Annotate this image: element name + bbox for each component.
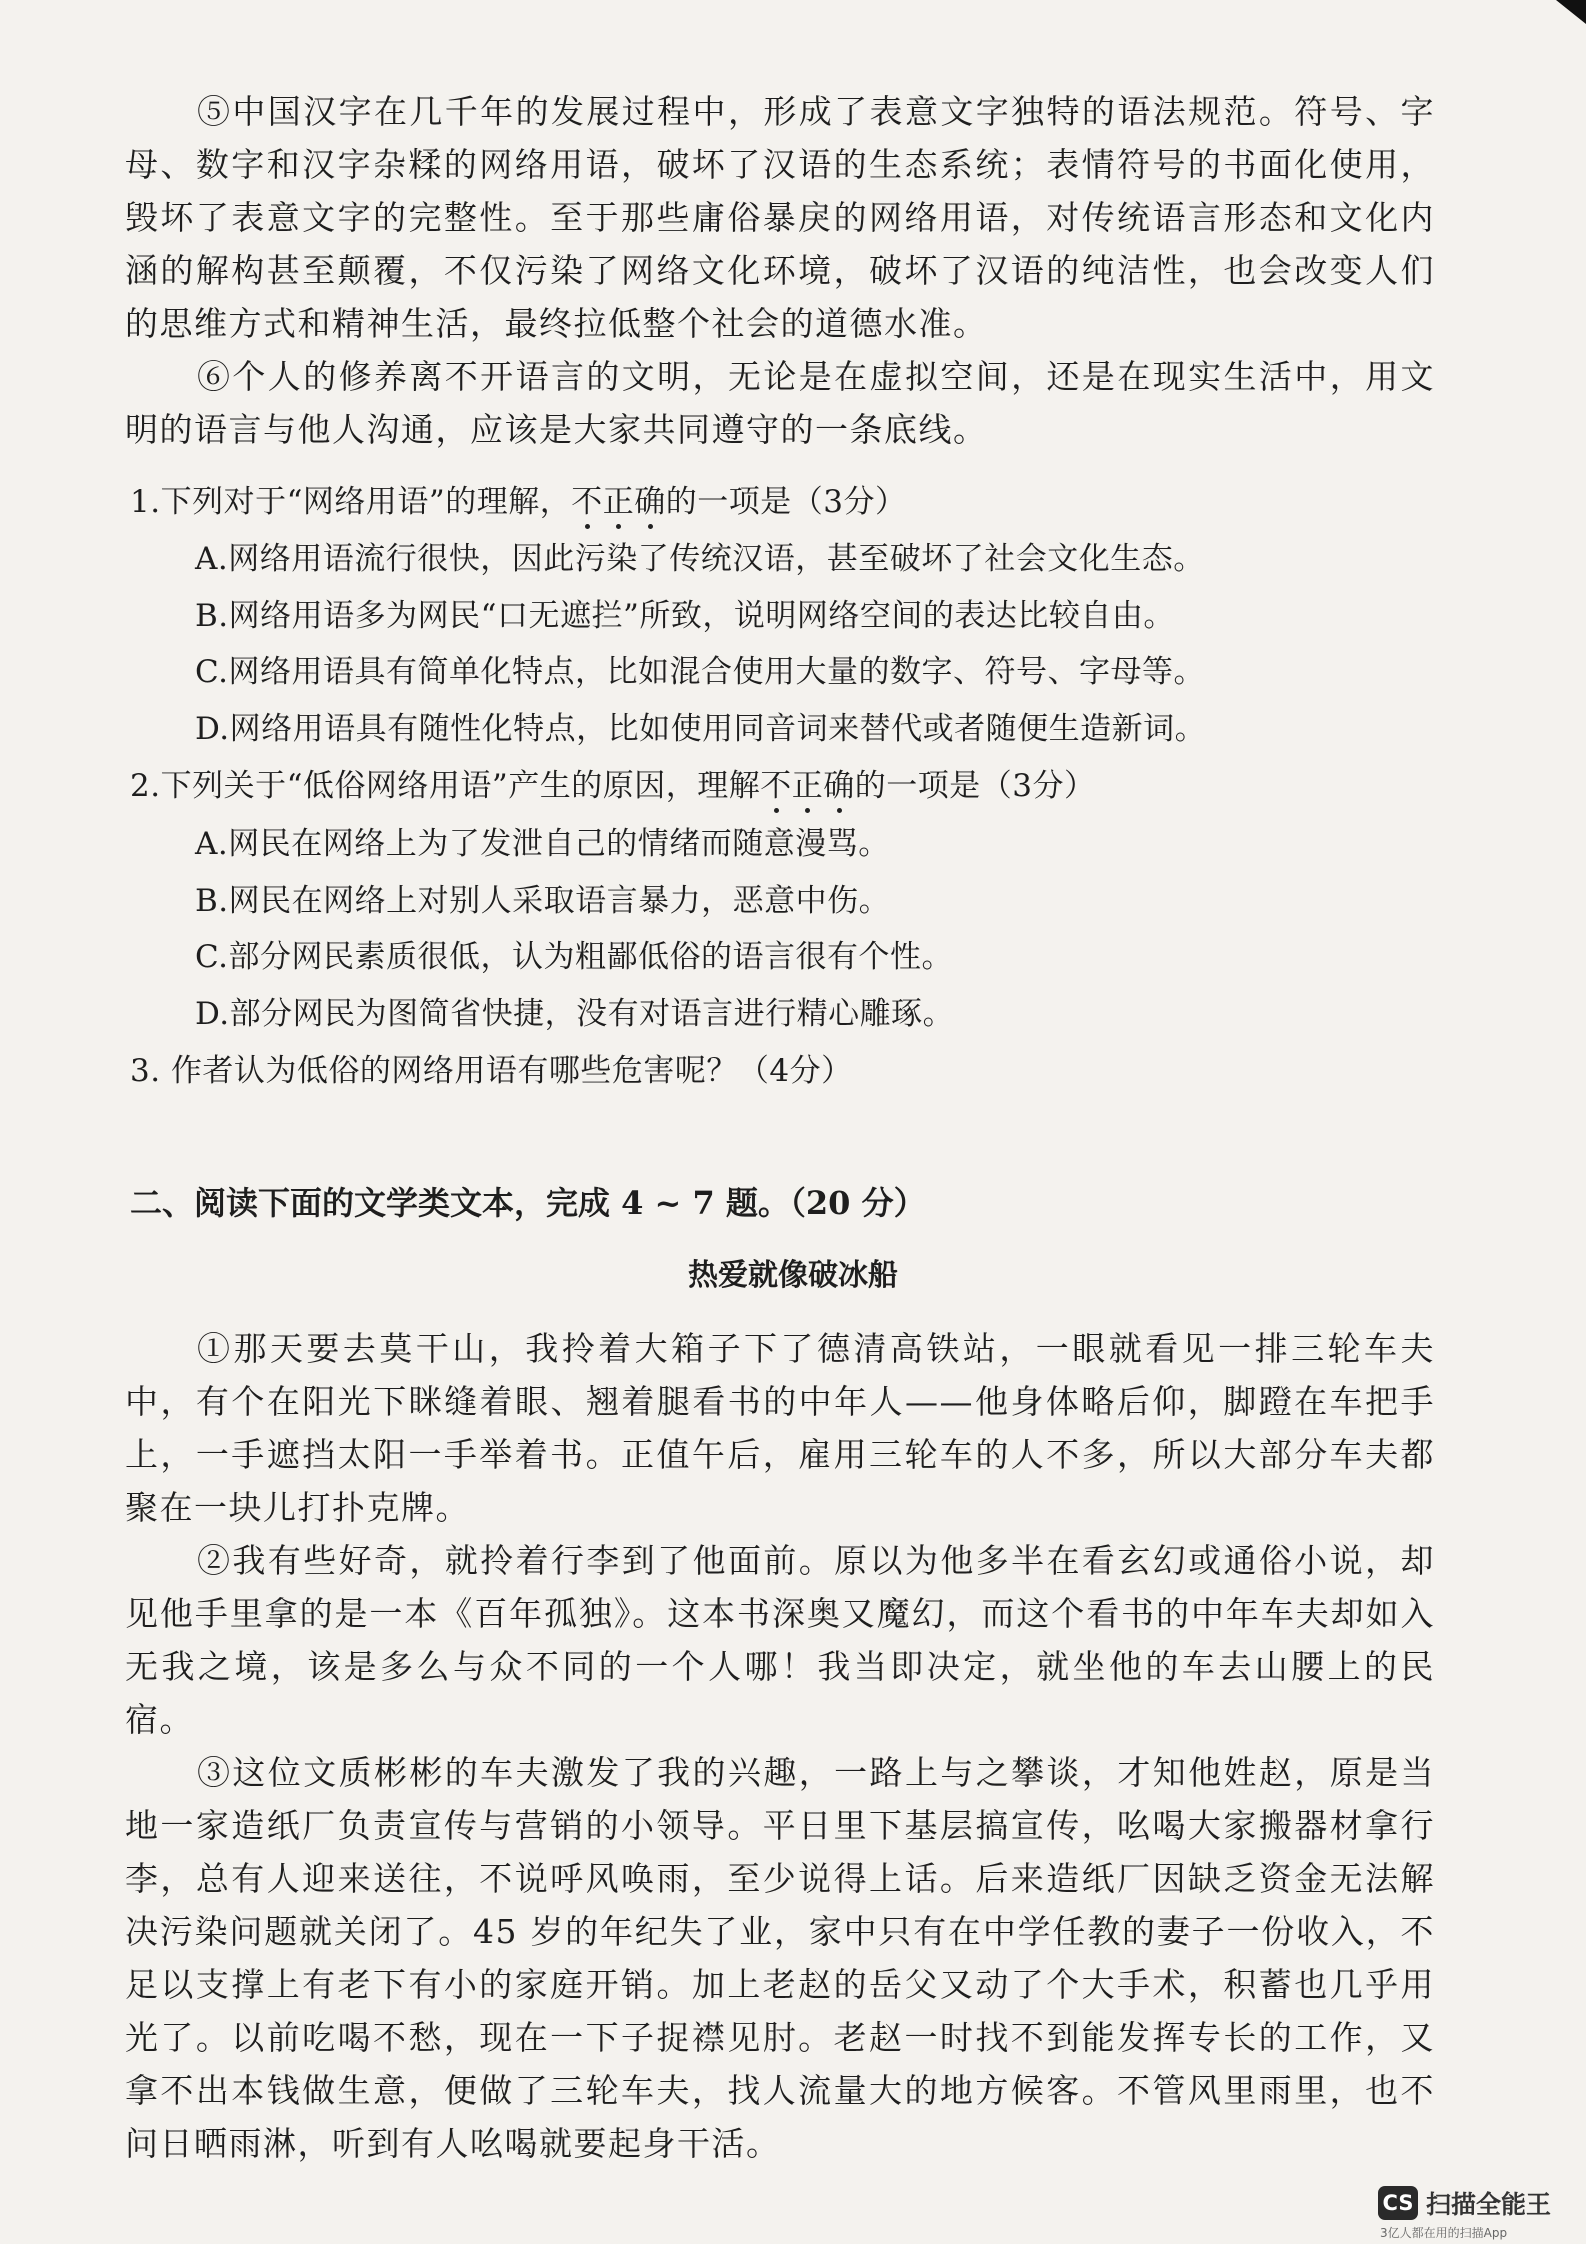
emphasis-dot-char: 正 <box>603 476 635 521</box>
paragraph-6-text: ⑥个人的修养离不开语言的文明，无论是在虚拟空间，还是在现实生活中，用文明的语言与他人沟通，应该是大家共同遵守的一条底线。 <box>125 357 1435 449</box>
question-1-option-c: C.网络用语具有简单化特点，比如混合使用大量的数字、符号、字母等。 <box>195 654 1205 690</box>
article-title: 热爱就像破冰船 <box>688 1258 898 1293</box>
scanner-watermark <box>1378 2185 1551 2221</box>
question-3-stem: 3. 作者认为低俗的网络用语有哪些危害呢？（4分） <box>130 1053 853 1089</box>
paragraph-5-text: ⑤中国汉字在几千年的发展过程中，形成了表意文字独特的语法规范。符号、字母、数字和汉字杂糅的网络用语，破坏了汉语的生态系统；表情符号的书面化使用，毁坏了表意文字的完整性。至于那些庸俗暴戾的网络用语，对传统语言形态和文化内涵的解构甚至颠覆，不仅污染了网络文化环境，破坏了汉语的纯洁性，也会改变人们的思维方式和精神生活，最终拉低整个社会的道德水准。 <box>125 92 1435 343</box>
article-paragraph-2: ②我有些好奇，就拎着行李到了他面前。原以为他多半在看玄幻或通俗小说，却见他手里拿的是一本《百年孤独》。这本书深奥又魔幻，而这个看书的中年车夫却如入无我之境，该是多么与众不同的一个人哪！我当即决定，就坐他的车去山腰上的民宿。 <box>125 1541 1435 1739</box>
corner-fold-mark <box>1556 0 1586 24</box>
emphasis-dot-char: 不 <box>760 760 792 805</box>
question-1-option-d: D.网络用语具有随性化特点，比如使用同音词来替代或者随便生造新词。 <box>195 711 1207 747</box>
article-paragraph-3: ③这位文质彬彬的车夫激发了我的兴趣，一路上与之攀谈，才知他姓赵，原是当地一家造纸厂负责宣传与营销的小领导。平日里下基层搞宣传，吆喝大家搬器材拿行李，总有人迎来送往，不说呼风唤雨，至少说得上话。后来造纸厂因缺乏资金无法解决污染问题就关闭了。45 岁的年纪失了业，家中只有在中学任教的妻子一份收入，不足以支撑上有老下有小的家庭开销。加上老赵的岳父又动了个大手术，积蓄也几乎用光了。以前吃喝不愁，现在一下子捉襟见肘。老赵一时找不到能发挥专长的工作，又拿不出本钱做生意，便做了三轮车夫，找人流量大的地方候客。不管风里雨里，也不问日晒雨淋，听到有人吆喝就要起身干活。 <box>125 1753 1435 2163</box>
question-2-stem: 2.下列关于“低俗网络用语”产生的原因，理解不正确的一项是（3分） <box>130 760 1096 805</box>
emphasis-dot-char: 正 <box>792 760 824 805</box>
question-2-option-c: C.部分网民素质很低，认为粗鄙低俗的语言很有个性。 <box>195 939 953 975</box>
emphasis-dot-char: 确 <box>634 476 666 521</box>
passage-paragraph-6 <box>125 350 1435 456</box>
watermark-name: 扫描全能王 <box>1426 2190 1552 2219</box>
question-1-stem: 1.下列对于“网络用语”的理解，不正确的一项是（3分） <box>130 476 907 521</box>
passage-paragraph-5 <box>125 85 1435 350</box>
question-2-option-b: B.网民在网络上对别人采取语言暴力，恶意中伤。 <box>195 883 891 919</box>
section-2-heading: 二、阅读下面的文学类文本，完成 4 ~ 7 题。（20 分） <box>130 1184 926 1222</box>
article-body <box>125 1322 1435 2170</box>
question-2-option-d: D.部分网民为图简省快捷，没有对语言进行精心雕琢。 <box>195 996 955 1032</box>
watermark-subtitle: 3亿人都在用的扫描App <box>1380 2226 1508 2240</box>
question-1-option-a: A.网络用语流行很快，因此污染了传统汉语，甚至破坏了社会文化生态。 <box>195 541 1205 577</box>
question-2-option-a: A.网民在网络上为了发泄自己的情绪而随意漫骂。 <box>195 826 890 862</box>
emphasis-dot-char: 确 <box>823 760 855 805</box>
question-1-option-b: B.网络用语多为网民“口无遮拦”所致，说明网络空间的表达比较自由。 <box>195 598 1175 634</box>
emphasis-dot-char: 不 <box>571 476 603 521</box>
camscanner-logo-icon: CS <box>1378 2186 1418 2220</box>
article-paragraph-1: ①那天要去莫干山，我拎着大箱子下了德清高铁站，一眼就看见一排三轮车夫中，有个在阳光下眯缝着眼、翘着腿看书的中年人——他身体略后仰，脚蹬在车把手上，一手遮挡太阳一手举着书。正值午后，雇用三轮车的人不多，所以大部分车夫都聚在一块儿打扑克牌。 <box>125 1329 1435 1527</box>
